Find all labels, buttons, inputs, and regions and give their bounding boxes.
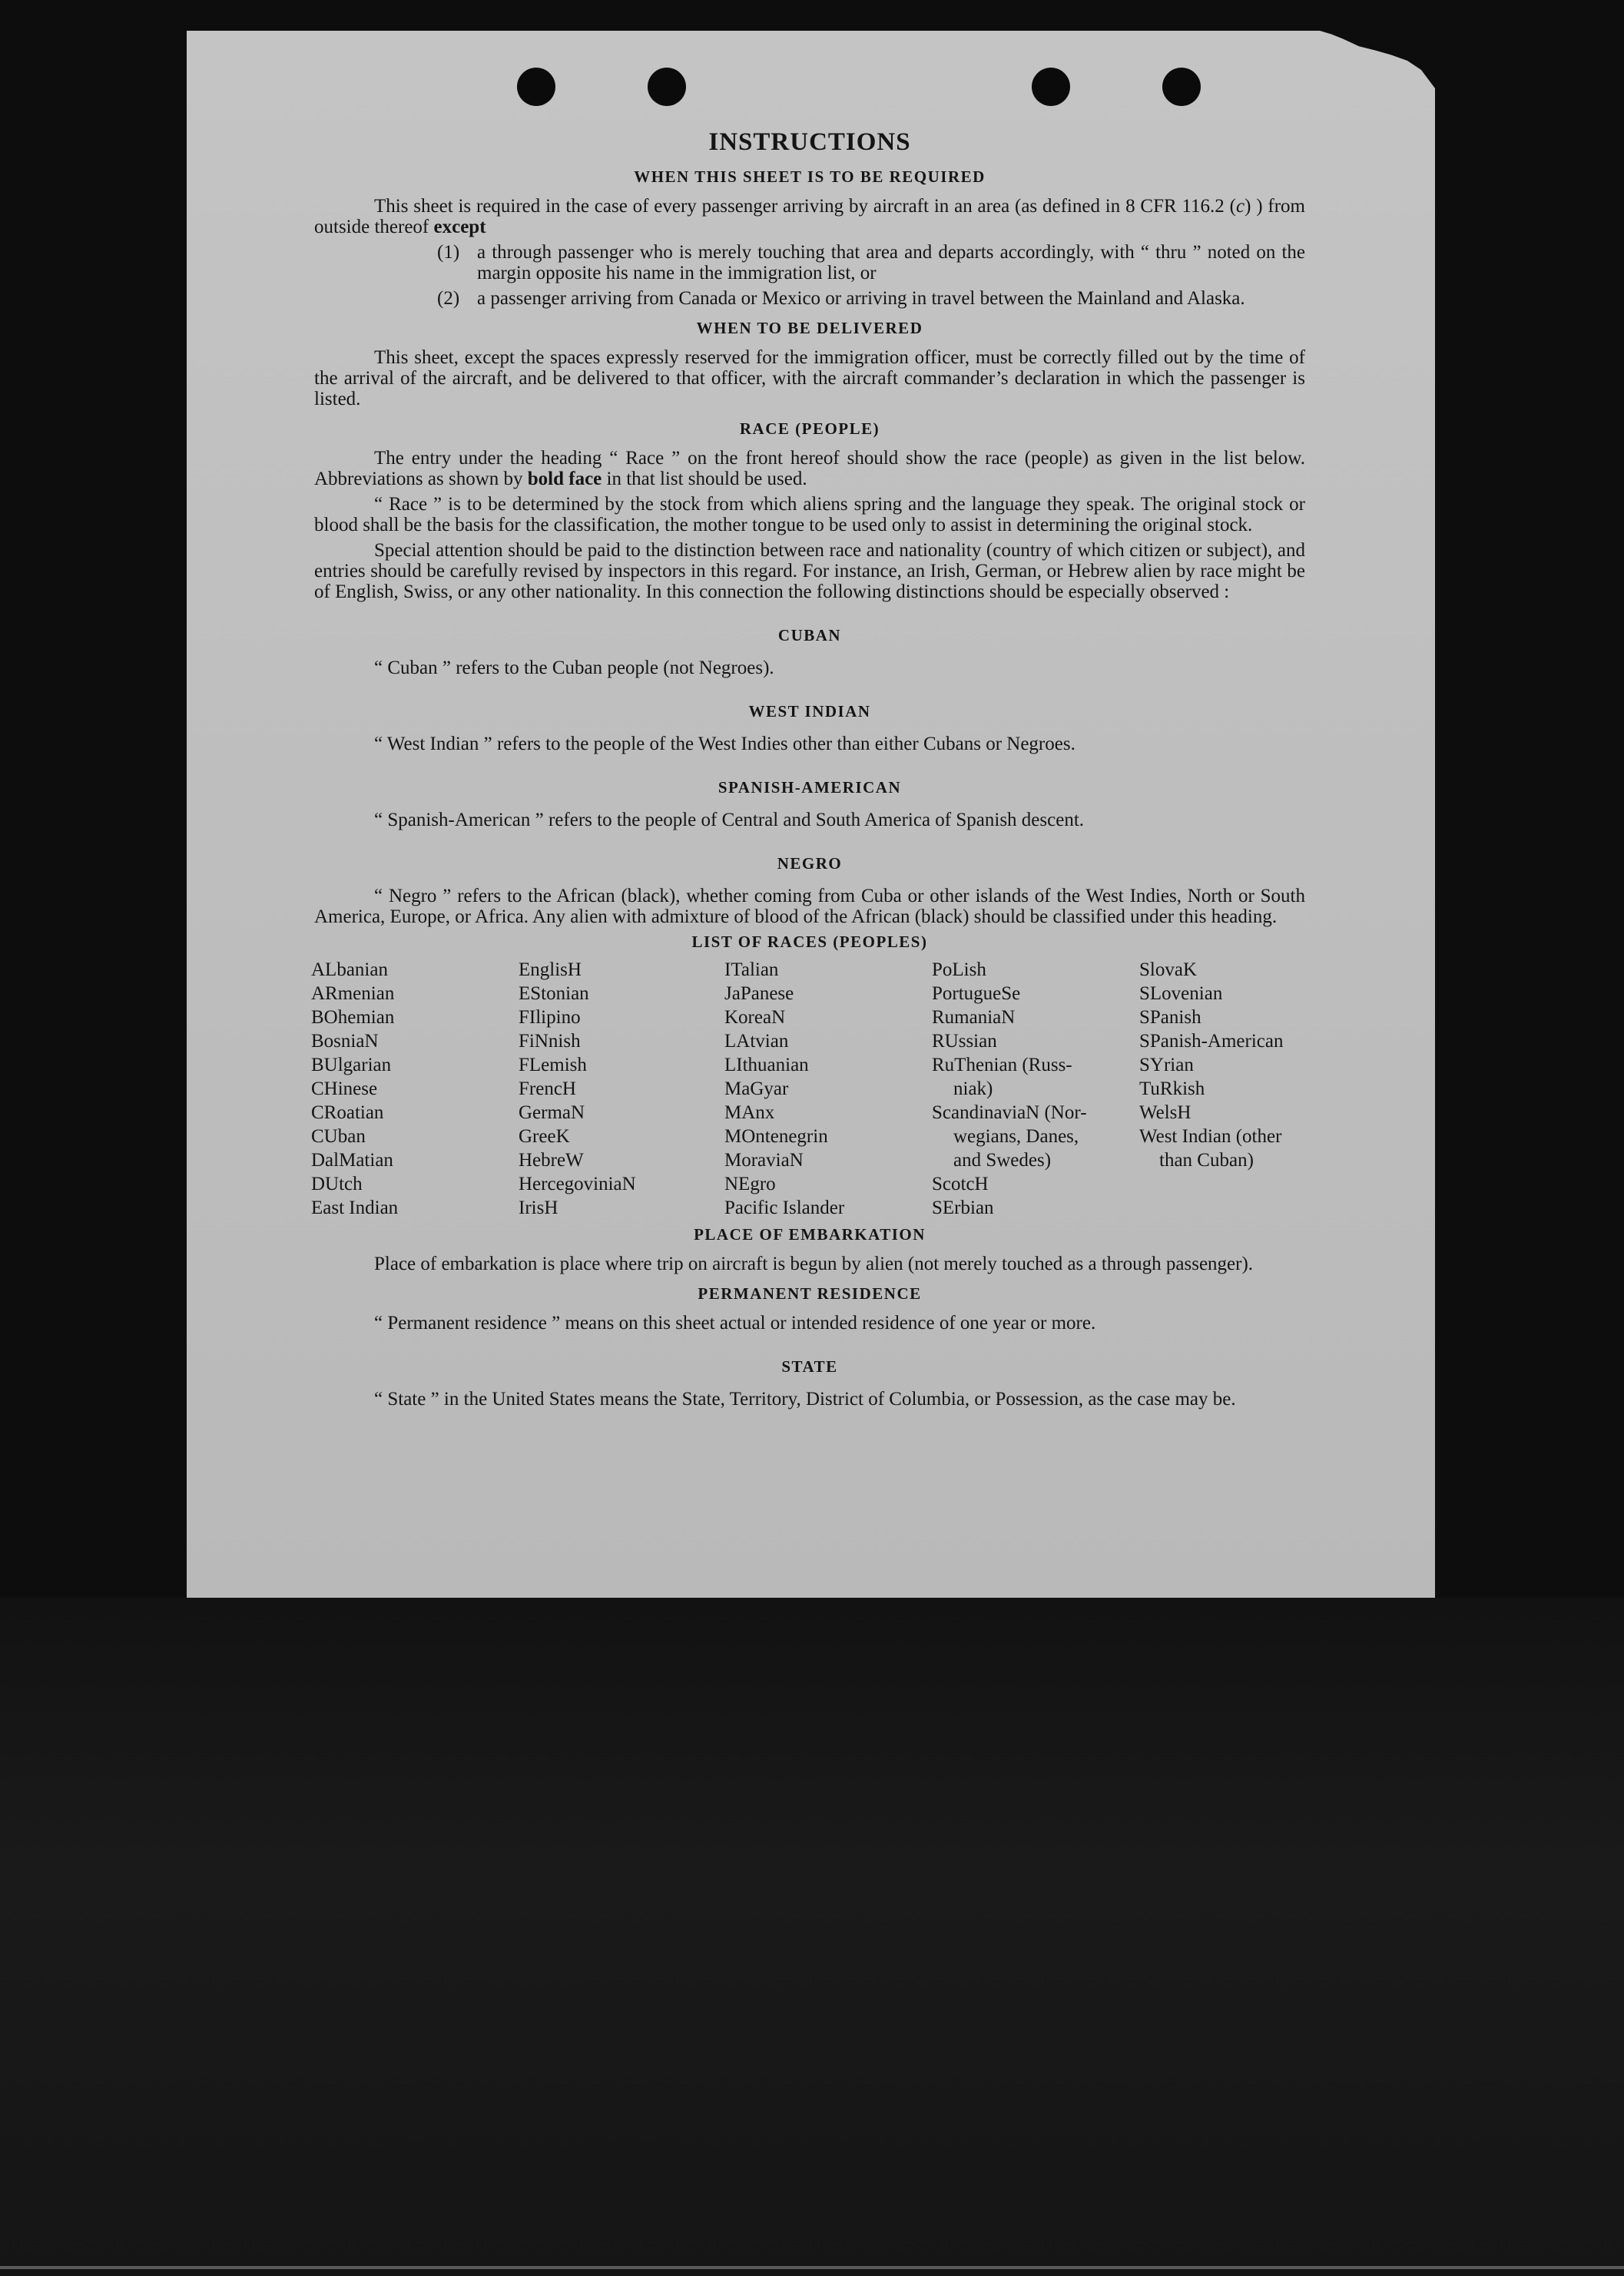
race-entry: PoLish xyxy=(932,959,986,980)
punch-hole xyxy=(1032,68,1070,106)
race-entry: FiNnish xyxy=(519,1031,581,1052)
heading-when-delivered: WHEN TO BE DELIVERED xyxy=(696,319,923,337)
race-entry: RUssian xyxy=(932,1031,997,1052)
races-list xyxy=(311,958,1305,1220)
race-entry: HercegoviniaN xyxy=(519,1174,636,1194)
page-title: INSTRUCTIONS xyxy=(708,128,911,156)
when-required-intro xyxy=(314,196,1305,237)
heading-list-of-races: LIST OF RACES (PEOPLES) xyxy=(691,933,928,951)
race-entry: ALbanian xyxy=(311,959,388,980)
race-entry: WelsH xyxy=(1139,1102,1191,1123)
heading-negro: NEGRO xyxy=(777,854,843,873)
heading-permanent-residence: PERMANENT RESIDENCE xyxy=(698,1284,922,1303)
race-bold: bold face xyxy=(527,469,602,489)
race-entry: East Indian xyxy=(311,1198,399,1218)
race-entry: SlovaK xyxy=(1139,959,1197,980)
race-entry: NEgro xyxy=(724,1174,776,1194)
punch-hole xyxy=(517,68,555,106)
race-entry: EnglisH xyxy=(519,959,582,980)
punch-hole xyxy=(1162,68,1201,106)
race-entry: RuThenian (Russ- xyxy=(932,1055,1072,1075)
race-entry: BOhemian xyxy=(311,1007,395,1028)
race-entry: TuRkish xyxy=(1139,1078,1205,1099)
exception-item xyxy=(437,242,1305,283)
scan-background xyxy=(0,1598,1624,2276)
west-indian-text: “ West Indian ” refers to the people of the West Indies other than either Cubans or Negroes. xyxy=(374,734,1075,754)
torn-corner xyxy=(1320,31,1435,88)
spanish-american-text: “ Spanish-American ” refers to the people of Central and South America of Spanish descent. xyxy=(374,810,1085,830)
intro-italic: c xyxy=(1235,196,1245,217)
heading-cuban: CUBAN xyxy=(777,626,842,644)
race-entry: West Indian (other xyxy=(1139,1126,1282,1147)
item-number: (2) xyxy=(437,288,460,309)
race-entry-continued: and Swedes) xyxy=(953,1150,1052,1171)
negro-text: “ Negro ” refers to the African (black), whether coming from Cuba or other islands of the West Indies, North or South America, Europe, or Africa. Any alien with admixture of blood of the African (black) should be classified under this heading. xyxy=(314,886,1305,927)
heading-state: STATE xyxy=(781,1357,838,1376)
permanent-residence-text: “ Permanent residence ” means on this sheet actual or intended residence of one year or more. xyxy=(374,1313,1096,1333)
race-entry: SErbian xyxy=(932,1198,994,1218)
race-entry: LAtvian xyxy=(724,1031,789,1052)
races-column xyxy=(932,958,1139,1220)
race-entry: BosniaN xyxy=(311,1031,379,1052)
race-entry-continued: niak) xyxy=(953,1078,993,1099)
heading-race: RACE (PEOPLE) xyxy=(739,419,880,438)
race-entry: SPanish-American xyxy=(1139,1031,1284,1052)
race-entry: PortugueSe xyxy=(932,983,1021,1004)
race-entry: IrisH xyxy=(519,1198,558,1218)
race-entry: GreeK xyxy=(519,1126,570,1147)
race-entry-continued: wegians, Danes, xyxy=(953,1126,1079,1147)
document-sheet xyxy=(187,31,1435,1598)
race-entry: MAnx xyxy=(724,1102,775,1123)
race-entry: SLovenian xyxy=(1139,983,1223,1004)
race-entry: MOntenegrin xyxy=(724,1126,828,1147)
races-column xyxy=(724,958,932,1220)
heading-place-of-embarkation: PLACE OF EMBARKATION xyxy=(694,1225,926,1244)
state-text: “ State ” in the United States means the State, Territory, District of Columbia, or Possession, as the case may be. xyxy=(374,1389,1236,1410)
race-entry: CHinese xyxy=(311,1078,378,1099)
race-entry: EStonian xyxy=(519,983,589,1004)
race-entry-continued: than Cuban) xyxy=(1159,1150,1254,1171)
race-entry: BUlgarian xyxy=(311,1055,392,1075)
race-text: The entry under the heading “ Race ” on the front hereof should show the race (people) as given in the list below. Abbreviations as shown by xyxy=(314,448,1305,489)
race-entry: CRoatian xyxy=(311,1102,384,1123)
race-entry: DalMatian xyxy=(311,1150,393,1171)
instructions-content xyxy=(311,127,1305,1414)
races-column xyxy=(311,958,519,1220)
race-entry: DUtch xyxy=(311,1174,363,1194)
race-entry: RumaniaN xyxy=(932,1007,1016,1028)
race-entry: FLemish xyxy=(519,1055,587,1075)
heading-when-required: WHEN THIS SHEET IS TO BE REQUIRED xyxy=(634,167,986,186)
punch-hole xyxy=(648,68,686,106)
race-entry: Pacific Islander xyxy=(724,1198,845,1218)
race-entry: JaPanese xyxy=(724,983,794,1004)
race-entry: ScandinaviaN (Nor- xyxy=(932,1102,1087,1123)
intro-text: This sheet is required in the case of every passenger arriving by aircraft in an area (as defined in 8 CFR 116.2 ( xyxy=(374,196,1236,217)
heading-spanish-american: SPANISH-AMERICAN xyxy=(718,778,902,797)
races-column xyxy=(519,958,724,1220)
race-entry: MoraviaN xyxy=(724,1150,804,1171)
race-entry: KoreaN xyxy=(724,1007,786,1028)
heading-west-indian: WEST INDIAN xyxy=(748,702,871,721)
race-paragraph-2: “ Race ” is to be determined by the stock from which aliens spring and the language they speak. The original stock or blood shall be the basis for the classification, the mother tongue to be used only to assist in determining the original stock. xyxy=(314,494,1305,535)
race-entry: GermaN xyxy=(519,1102,585,1123)
place-of-embarkation-text: Place of embarkation is place where trip on aircraft is begun by alien (not merely touched as a through passenger). xyxy=(374,1254,1254,1274)
item-text: a passenger arriving from Canada or Mexico or arriving in travel between the Mainland and Alaska. xyxy=(477,288,1245,309)
race-entry: ITalian xyxy=(724,959,779,980)
intro-text: ) ) from outside thereof xyxy=(314,196,1305,237)
race-paragraph-3: Special attention should be paid to the distinction between race and nationality (country of which citizen or subject), and entries should be carefully revised by inspectors in this regard. For instance, an Irish, German, or Hebrew alien by race might be of English, Swiss, or any other nationality. In this connection the following distinctions should be especially observed : xyxy=(314,540,1305,602)
cuban-text: “ Cuban ” refers to the Cuban people (not Negroes). xyxy=(374,658,774,678)
race-entry: ScotcH xyxy=(932,1174,989,1194)
race-entry: HebreW xyxy=(519,1150,584,1171)
race-entry: FIlipino xyxy=(519,1007,581,1028)
race-entry: SPanish xyxy=(1139,1007,1201,1028)
race-text: in that list should be used. xyxy=(602,469,807,489)
race-entry: CUban xyxy=(311,1126,366,1147)
item-text: a through passenger who is merely touching that area and departs accordingly, with “ thru ” noted on the margin opposite his name in the immigration list, or xyxy=(477,242,1305,283)
race-paragraph-1 xyxy=(314,448,1305,489)
race-entry: ARmenian xyxy=(311,983,395,1004)
scan-edge-line xyxy=(0,2266,1624,2269)
race-entry: FrencH xyxy=(519,1078,576,1099)
exception-item xyxy=(437,288,1305,309)
race-entry: SYrian xyxy=(1139,1055,1194,1075)
race-entry: MaGyar xyxy=(724,1078,789,1099)
races-column xyxy=(1139,958,1302,1220)
race-entry: LIthuanian xyxy=(724,1055,809,1075)
intro-bold: except xyxy=(433,217,486,237)
when-delivered-text: This sheet, except the spaces expressly reserved for the immigration officer, must be correctly filled out by the time of the arrival of the aircraft, and be delivered to that officer, with the aircraft commander’s declaration in which the passenger is listed. xyxy=(314,347,1305,409)
item-number: (1) xyxy=(437,242,460,263)
